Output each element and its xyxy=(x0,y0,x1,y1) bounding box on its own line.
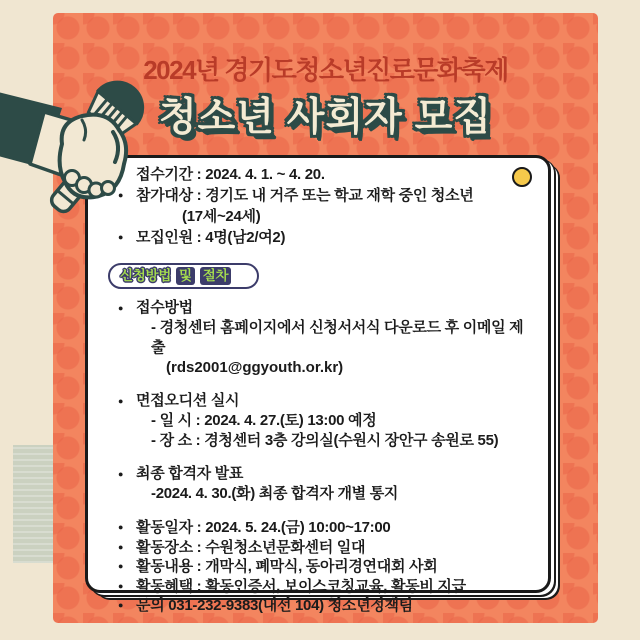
summary-section xyxy=(136,164,534,248)
badge-chip: 및 xyxy=(176,267,195,285)
activity-line: ● 활동일자 : 2024. 5. 24.(금) 10:00~17:00 xyxy=(136,518,534,538)
activity-line: ● 활동장소 : 수원청소년문화센터 일대 xyxy=(136,538,534,558)
section-apply-method xyxy=(136,298,534,378)
section-heading: ● 최종 합격자 발표 xyxy=(136,464,534,484)
activity-line: ● 활동내용 : 개막식, 폐막식, 동아리경연대회 사회 xyxy=(136,557,534,577)
info-card xyxy=(85,155,551,614)
section-heading: ● 면접오디션 실시 xyxy=(136,391,534,411)
activity-line: ● 활동혜택 : 활동인증서, 보이스코칭교육, 활동비 지급 xyxy=(136,577,534,597)
procedure-sections xyxy=(136,298,534,504)
summary-line: ● 참가대상 : 경기도 내 거주 또는 학교 재학 중인 청소년 xyxy=(136,185,534,206)
application-method-badge xyxy=(108,263,259,289)
section-audition xyxy=(136,391,534,451)
summary-line: ● 모집인원 : 4명(남2/여2) xyxy=(136,227,534,248)
page-title: 청소년 사회자 모집 xyxy=(158,96,493,139)
section-line-email: (rds2001@ggyouth.or.kr) xyxy=(166,359,344,376)
section-final-result xyxy=(136,464,534,504)
section-line: -2024. 4. 30.(화) 최종 합격자 개별 통지 xyxy=(151,485,399,502)
section-heading: ● 접수방법 xyxy=(136,298,534,318)
activity-line: ● 문의 031-232-9383(내선 104) 청소년정책팀 xyxy=(136,596,534,616)
card-content xyxy=(120,164,534,616)
badge-chip: 절차 xyxy=(200,267,231,285)
sage-texture-block xyxy=(13,445,53,563)
section-line: - 경청센터 홈페이지에서 신청서서식 다운로드 후 이메일 제출 xyxy=(151,319,524,356)
section-line: - 장 소 : 경청센터 3층 강의실(수원시 장안구 송원로 55) xyxy=(151,432,499,449)
activity-section xyxy=(136,518,534,616)
festival-subtitle: 2024년 경기도청소년진로문화축제 xyxy=(143,55,508,85)
section-line: - 일 시 : 2024. 4. 27.(토) 13:00 예정 xyxy=(151,412,377,429)
summary-line: (17세~24세) xyxy=(182,208,261,225)
hand-holding-microphone-icon xyxy=(0,70,150,242)
badge-lead-text: 신청방법 xyxy=(120,268,171,283)
summary-line: ● 접수기간 : 2024. 4. 1. ~ 4. 20. xyxy=(136,164,534,185)
